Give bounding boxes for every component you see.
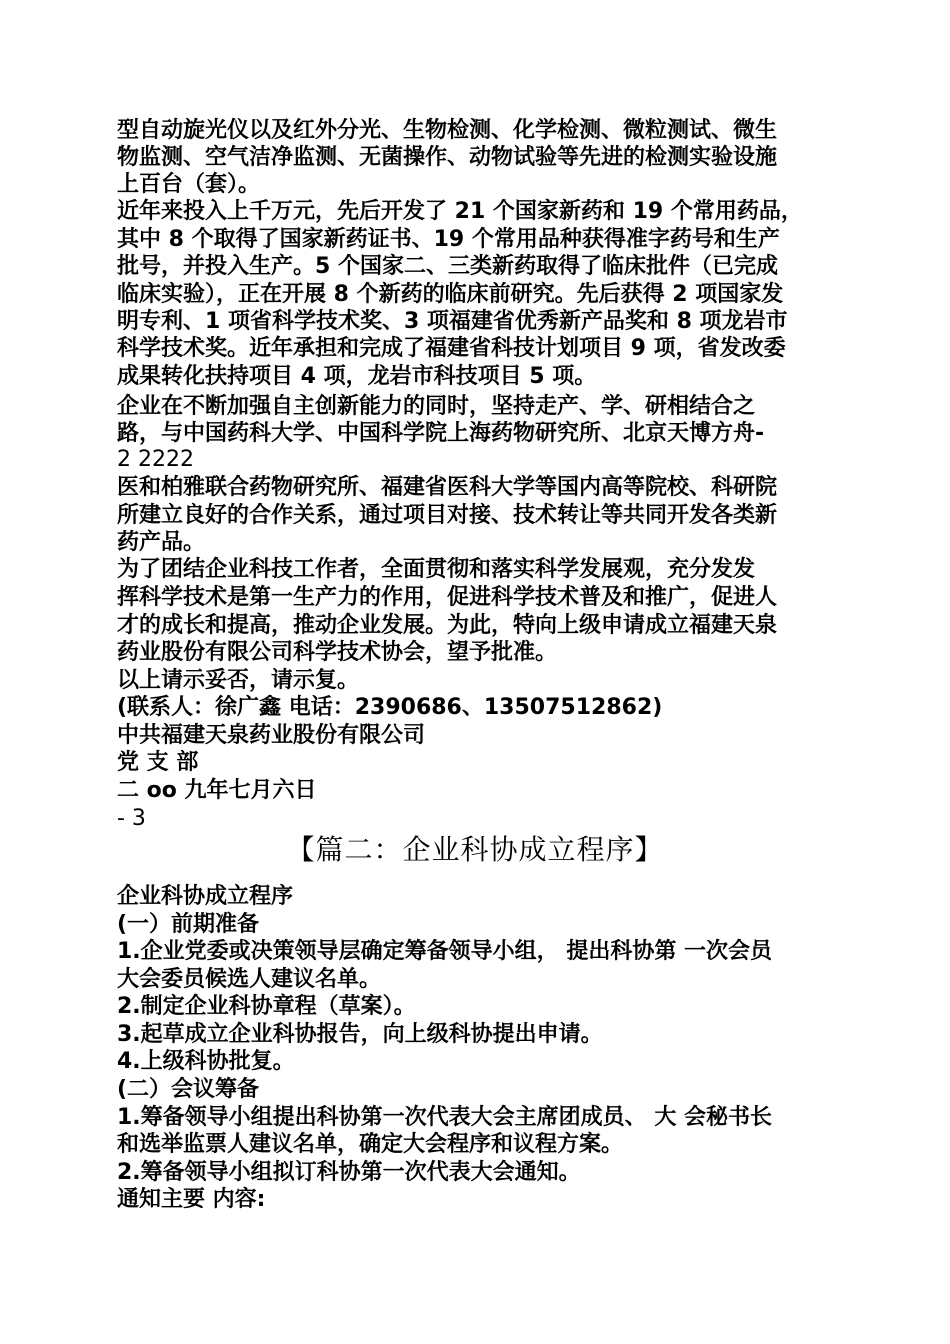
body-line: 科学技术奖。近年承担和完成了福建省科技计划项目 9 项，省发改委 bbox=[117, 336, 786, 361]
body-line: 药产品。 bbox=[117, 530, 206, 555]
section-subtitle: 企业科协成立程序 bbox=[117, 884, 294, 909]
body-line: 近年来投入上千万元，先后开发了 21 个国家新药和 19 个常用药品， bbox=[117, 199, 803, 224]
document-date: 二 oo 九年七月六日 bbox=[117, 778, 317, 803]
list-item: 2.制定企业科协章程（草案）。 bbox=[117, 994, 416, 1019]
body-line: 2 2222 bbox=[117, 447, 194, 472]
body-line: 物监测、空气洁净监测、无菌操作、动物试验等先进的检测实验设施 bbox=[117, 145, 778, 170]
list-item-continued: 大会委员候选人建议名单。 bbox=[117, 967, 382, 992]
body-line: 路，与中国药科大学、中国科学院上海药物研究所、北京天博方舟- bbox=[117, 421, 765, 446]
contact-line: (联系人：徐广鑫 电话：2390686、13507512862) bbox=[117, 695, 663, 720]
body-line: 药业股份有限公司科学技术协会，望予批准。 bbox=[117, 640, 558, 665]
subsection-heading: (二）会议筹备 bbox=[117, 1077, 260, 1102]
organization-branch: 党 支 部 bbox=[117, 750, 199, 775]
list-item: 3.起草成立企业科协报告，向上级科协提出申请。 bbox=[117, 1022, 603, 1047]
body-line: 成果转化扶持项目 4 项，龙岩市科技项目 5 项。 bbox=[117, 364, 597, 389]
list-item: 4.上级科协批复。 bbox=[117, 1049, 295, 1074]
body-line: 企业在不断加强自主创新能力的同时，坚持走产、学、研相结合之 bbox=[117, 394, 756, 419]
body-line: 才的成长和提高，推动企业发展。为此，特向上级申请成立福建天泉 bbox=[117, 613, 778, 638]
body-line: 明专利、1 项省科学技术奖、3 项福建省优秀新产品奖和 8 项龙岩市 bbox=[117, 309, 788, 334]
page-number: - 3 bbox=[117, 806, 146, 831]
body-line: 所建立良好的合作关系，通过项目对接、技术转让等共同开发各类新 bbox=[117, 503, 778, 528]
organization-name: 中共福建天泉药业股份有限公司 bbox=[117, 723, 426, 748]
list-item: 1.筹备领导小组提出科协第一次代表大会主席团成员、 大 会秘书长 bbox=[117, 1105, 772, 1130]
body-line: 挥科学技术是第一生产力的作用，促进科学技术普及和推广，促进人 bbox=[117, 585, 778, 610]
body-line: 批号，并投入生产。5 个国家二、三类新药取得了临床批件（已完成 bbox=[117, 254, 778, 279]
subsection-heading: (一）前期准备 bbox=[117, 912, 260, 937]
list-item: 1.企业党委或决策领导层确定筹备领导小组， 提出科协第 一次会员 bbox=[117, 939, 772, 964]
body-line: 上百台（套）。 bbox=[117, 172, 261, 197]
section-heading: 【篇二：企业科协成立程序】 bbox=[286, 833, 664, 866]
body-line: 其中 8 个取得了国家新药证书、19 个常用品种获得准字药号和生产 bbox=[117, 227, 780, 252]
list-item: 通知主要 内容: bbox=[117, 1187, 266, 1212]
body-line: 为了团结企业科技工作者，全面贯彻和落实科学发展观，充分发发 bbox=[117, 557, 756, 582]
body-line: 临床实验），正在开展 8 个新药的临床前研究。先后获得 2 项国家发 bbox=[117, 282, 784, 307]
body-line: 医和柏雅联合药物研究所、福建省医科大学等国内高等院校、科研院 bbox=[117, 475, 778, 500]
body-line: 型自动旋光仪以及红外分光、生物检测、化学检测、微粒测试、微生 bbox=[117, 118, 778, 143]
closing-line: 以上请示妥否，请示复。 bbox=[117, 668, 360, 693]
list-item: 2.筹备领导小组拟订科协第一次代表大会通知。 bbox=[117, 1160, 581, 1185]
list-item-continued: 和选举监票人建议名单，确定大会程序和议程方案。 bbox=[117, 1132, 624, 1157]
